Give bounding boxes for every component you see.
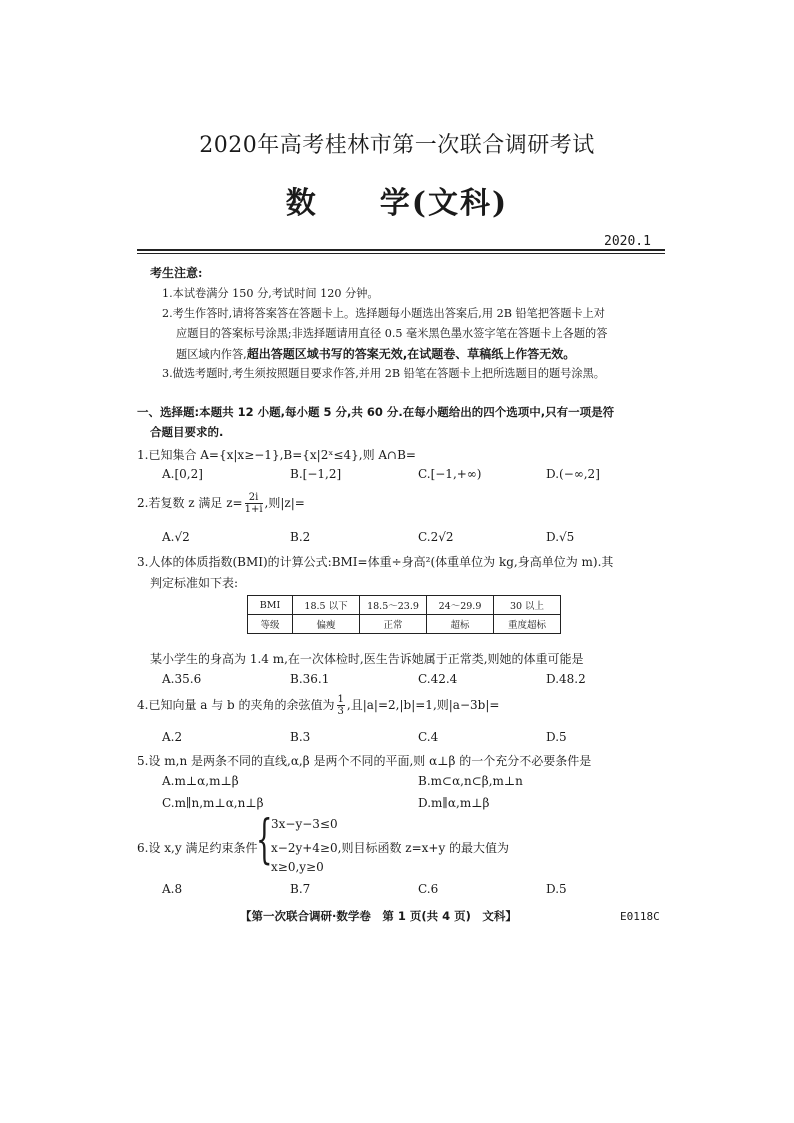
- notice-item-2: 2.考生作答时,请将答案答在答题卡上。选择题每小题选出答案后,用 2B 铅笔把答题卡上对: [162, 307, 605, 320]
- question-5-option-b: B.m⊂α,n⊂β,m⊥n: [418, 774, 523, 788]
- paper-code: E0118C: [620, 910, 660, 923]
- notice-emphasis: 超出答题区域书写的答案无效,在试题卷、草稿纸上作答无效。: [246, 347, 576, 361]
- subject-left: 数: [285, 186, 318, 221]
- question-3-option-a: A.35.6: [162, 672, 202, 686]
- question-1-option-a: A.[0,2]: [162, 467, 203, 481]
- exam-date: 2020.1: [604, 234, 651, 249]
- table-cell: 正常: [360, 615, 427, 634]
- bmi-table: [247, 595, 561, 634]
- question-6-constraint-line: [271, 839, 509, 856]
- question-3-option-d: D.48.2: [546, 672, 586, 686]
- constraint-brace: {: [256, 810, 273, 870]
- table-cell: BMI: [248, 596, 293, 615]
- question-6-option-a: A.8: [162, 882, 183, 896]
- table-cell: 24～29.9: [427, 596, 494, 615]
- question-6-option-c: C.6: [418, 882, 439, 896]
- table-row: [248, 596, 561, 615]
- header-rule-thick: [137, 249, 665, 251]
- question-2-stem: [137, 492, 305, 515]
- question-3-stem-1: 3.人体的体质指数(BMI)的计算公式:BMI=体重÷身高²(体重单位为 kg,身高单位为 m).其: [137, 555, 614, 569]
- question-5-stem: 5.设 m,n 是两条不同的直线,α,β 是两个不同的平面,则 α⊥β 的一个充分不必要条件是: [137, 754, 592, 768]
- question-4-fraction: [337, 694, 345, 717]
- section-heading-line1: 一、选择题:本题共 12 小题,每小题 5 分,共 60 分.在每小题给出的四个选项中,只有一项是符: [137, 405, 615, 419]
- table-cell: 18.5 以下: [293, 596, 360, 615]
- question-4-option-d: D.5: [546, 730, 567, 744]
- question-5-option-c: C.m∥n,m⊥α,n⊥β: [162, 796, 264, 810]
- question-4-option-b: B.3: [290, 730, 311, 744]
- question-2-option-a: A.√2: [162, 530, 190, 544]
- question-6-option-b: B.7: [290, 882, 311, 896]
- fraction-denominator: 1+i: [244, 504, 263, 515]
- question-3-stem-3: 某小学生的身高为 1.4 m,在一次体检时,医生告诉她属于正常类,则她的体重可能是: [150, 652, 584, 666]
- question-1-stem: 1.已知集合 A={x|x≥−1},B={x|2ˣ≤4},则 A∩B=: [137, 448, 416, 462]
- constraint-1: 3x−y−3≤0: [271, 817, 338, 831]
- table-cell: 偏瘦: [293, 615, 360, 634]
- constraint-2: x−2y+4≥0: [271, 841, 338, 855]
- question-5-option-d: D.m∥α,m⊥β: [418, 796, 490, 810]
- page-footer: 【第一次联合调研·数学卷 第 1 页(共 4 页) 文科】: [240, 909, 517, 923]
- table-cell: 30 以上: [494, 596, 561, 615]
- table-row: [248, 615, 561, 634]
- question-2-option-c: C.2√2: [418, 530, 454, 544]
- question-1-option-d: D.(−∞,2]: [546, 467, 600, 481]
- question-3-stem-2: 判定标准如下表:: [150, 576, 239, 590]
- notice-text: 题区域内作答,: [176, 348, 247, 361]
- question-3-option-b: B.36.1: [290, 672, 330, 686]
- question-2-option-d: D.√5: [546, 530, 575, 544]
- notice-item-2-cont: 应题目的答案标号涂黑;非选择题请用直径 0.5 毫米黑色墨水签字笔在答题卡上各题的答: [176, 327, 608, 340]
- notice-title: 考生注意:: [150, 266, 203, 280]
- header-rule-thin: [137, 253, 665, 254]
- table-cell: 18.5～23.9: [360, 596, 427, 615]
- question-2-stem-b: ,则|z|=: [264, 496, 305, 510]
- question-4-stem-a: 4.已知向量 a 与 b 的夹角的余弦值为: [137, 698, 335, 712]
- notice-item-1: 1.本试卷满分 150 分,考试时间 120 分钟。: [162, 287, 379, 300]
- question-6-stem-a: 6.设 x,y 满足约束条件: [137, 841, 258, 855]
- question-3-option-c: C.42.4: [418, 672, 458, 686]
- question-4-option-a: A.2: [162, 730, 183, 744]
- notice-item-3: 3.做选考题时,考生须按照题目要求作答,并用 2B 铅笔在答题卡上把所选题目的题号涂黑。: [162, 367, 605, 380]
- constraint-3: x≥0,y≥0: [271, 860, 324, 874]
- section-heading-line2: 合题目要求的.: [150, 425, 224, 439]
- fraction-numerator: 1: [337, 694, 344, 705]
- question-2-stem-a: 2.若复数 z 满足 z=: [137, 496, 243, 510]
- question-1-option-c: C.[−1,+∞): [418, 467, 482, 481]
- question-1-option-b: B.[−1,2]: [290, 467, 342, 481]
- question-6-option-d: D.5: [546, 882, 567, 896]
- question-2-option-b: B.2: [290, 530, 311, 544]
- question-4-option-c: C.4: [418, 730, 439, 744]
- question-4-stem: [137, 694, 499, 717]
- table-cell: 超标: [427, 615, 494, 634]
- question-5-option-a: A.m⊥α,m⊥β: [162, 774, 239, 788]
- notice-item-2-end: [176, 344, 575, 365]
- subject-right: 学(文科): [379, 186, 509, 221]
- question-4-stem-b: ,且|a|=2,|b|=1,则|a−3b|=: [346, 698, 500, 712]
- table-cell: 等级: [248, 615, 293, 634]
- subject-heading: [0, 178, 794, 222]
- exam-title: 2020年高考桂林市第一次联合调研考试: [199, 133, 595, 158]
- fraction-denominator: 3: [337, 706, 344, 717]
- table-cell: 重度超标: [494, 615, 561, 634]
- question-6-stem-b: ,则目标函数 z=x+y 的最大值为: [337, 841, 510, 855]
- question-2-fraction: [245, 492, 263, 515]
- fraction-numerator: 2i: [245, 492, 263, 504]
